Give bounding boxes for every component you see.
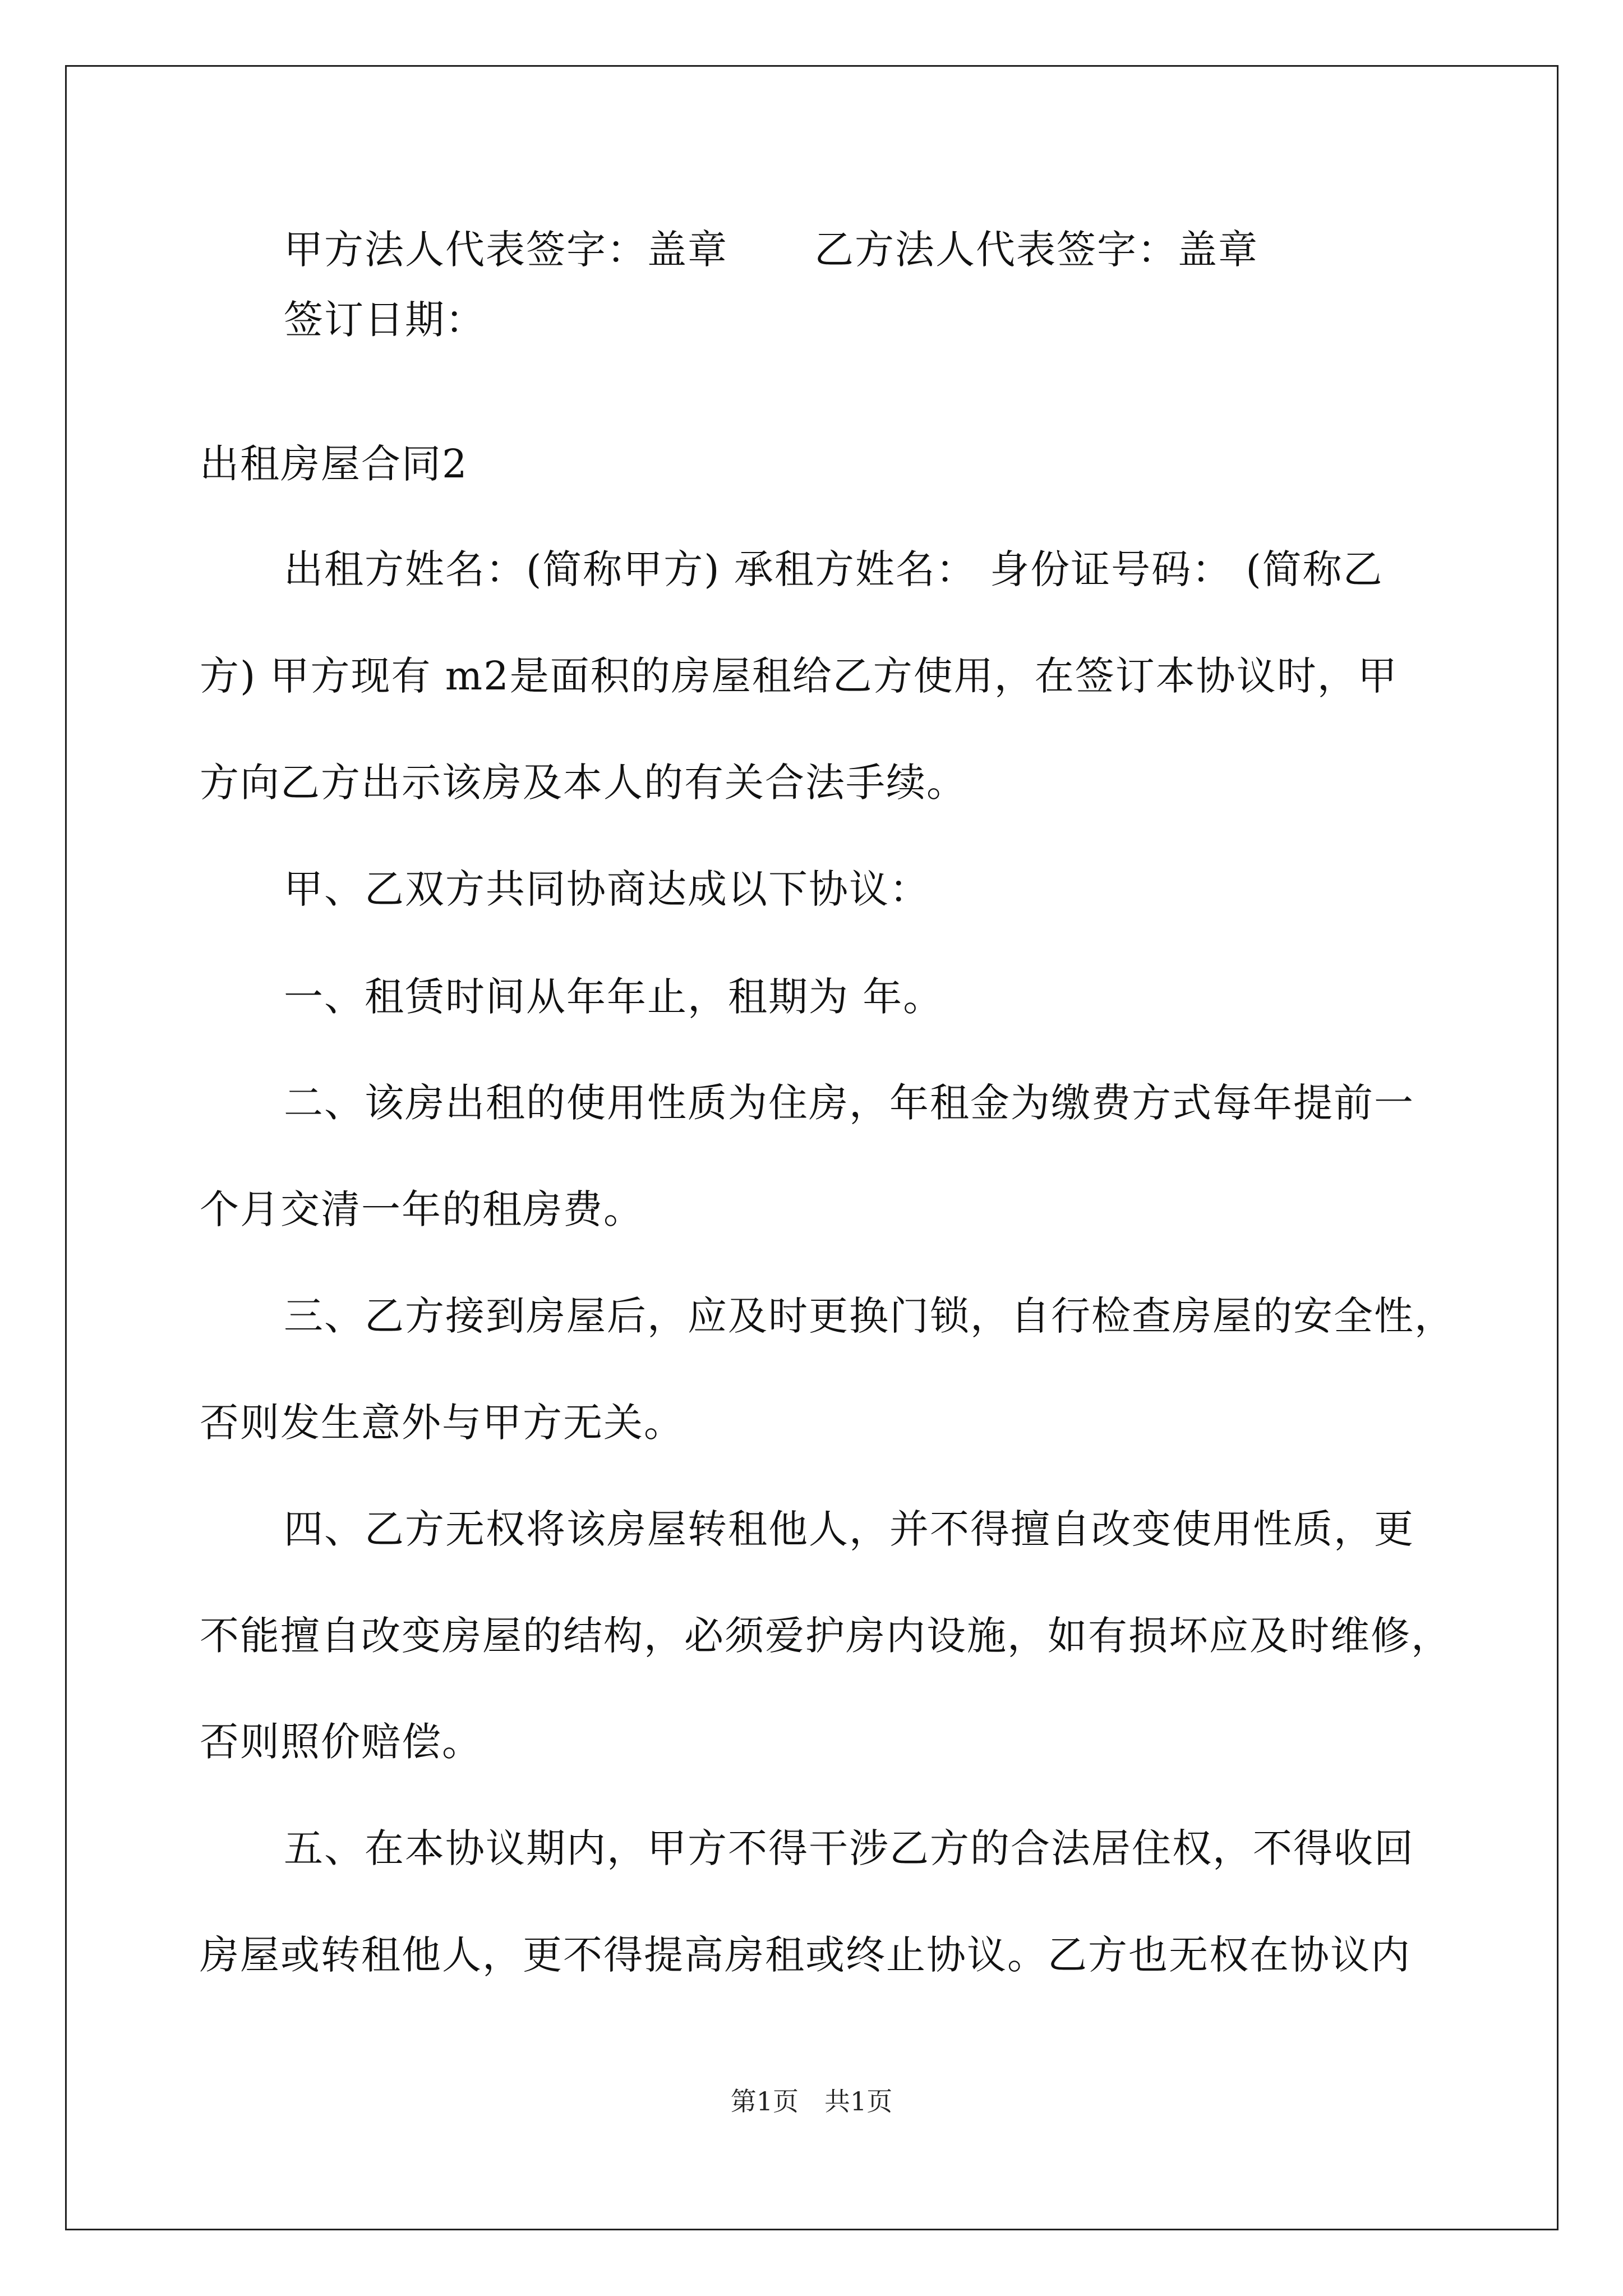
clause-4-line-2: 不能擅自改变房屋的结构，必须爱护房内设施，如有损坏应及时维修， — [200, 1613, 1451, 1659]
contract-title: 出租房屋合同2 — [200, 441, 468, 487]
sign-date-line: 签订日期： — [284, 297, 486, 343]
clause-3-line-1: 三、乙方接到房屋后，应及时更换门锁，自行检查房屋的安全性， — [284, 1293, 1455, 1339]
clause-4-line-3: 否则照价赔偿。 — [200, 1719, 482, 1765]
paragraph-parties-line-1: 出租方姓名：(简称甲方) 承租方姓名： 身份证号码： (简称乙 — [284, 546, 1384, 592]
clause-1-line-1: 一、租赁时间从年年止，租期为 年。 — [284, 974, 944, 1020]
clause-3-line-2: 否则发生意外与甲方无关。 — [200, 1400, 684, 1446]
paragraph-parties-line-3: 方向乙方出示该房及本人的有关合法手续。 — [200, 760, 967, 806]
party-a-signature-line: 甲方法人代表签字：盖章 — [284, 227, 728, 273]
clause-5-line-1: 五、在本协议期内，甲方不得干涉乙方的合法居住权，不得收回 — [284, 1825, 1414, 1871]
page-border — [65, 65, 1559, 2230]
paragraph-agreement: 甲、乙双方共同协商达成以下协议： — [284, 866, 930, 912]
clause-2-line-2: 个月交清一年的租房费。 — [200, 1186, 644, 1232]
clause-2-line-1: 二、该房出租的使用性质为住房，年租金为缴费方式每年提前一 — [284, 1080, 1414, 1126]
page-footer: 第1页 共1页 — [730, 2086, 893, 2116]
clause-4-line-1: 四、乙方无权将该房屋转租他人，并不得擅自改变使用性质，更 — [284, 1506, 1414, 1552]
paragraph-parties-line-2: 方) 甲方现有 m2是面积的房屋租给乙方使用，在签订本协议时，甲 — [200, 653, 1398, 699]
clause-5-line-2: 房屋或转租他人，更不得提高房租或终止协议。乙方也无权在协议内 — [200, 1932, 1411, 1978]
party-b-signature-line: 乙方法人代表签字：盖章 — [814, 227, 1258, 273]
